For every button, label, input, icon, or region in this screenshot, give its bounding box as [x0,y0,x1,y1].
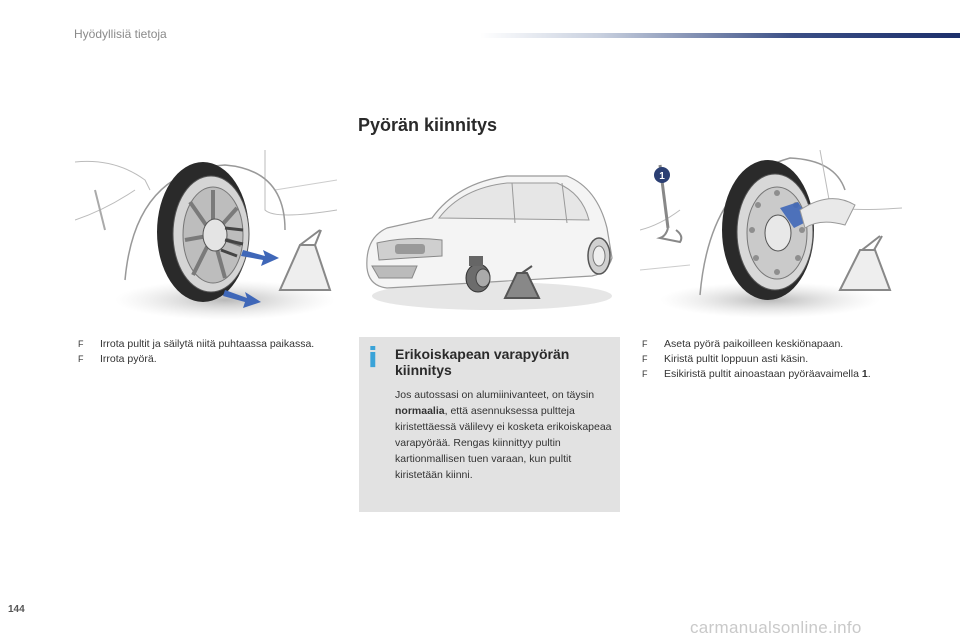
info-icon: i [368,341,378,374]
removal-steps-list [78,337,318,367]
mounting-steps-list [642,337,942,382]
car-on-jack-illustration [357,148,619,318]
step-text [664,368,871,380]
bullet-icon: F [642,339,648,349]
list-item [642,352,942,367]
bullet-icon: F [78,339,84,349]
info-box-title: Erikoiskapean varapyörän kiinnitys [395,346,570,378]
bullet-icon: F [642,354,648,364]
list-item [642,337,942,352]
bullet-icon: F [642,369,648,379]
info-body-text: Jos autossasi on alumiinivanteet, on täysin [395,389,595,401]
page-number: 144 [8,604,25,615]
list-item [78,352,318,367]
step-text: Irrota pultit ja säilytä niitä puhtaassa paikassa. [100,338,315,350]
info-body-text: , että asennuksessa pultteja kiristettäessä välilevy ei kosketa erikoiskapeaa varapyörää. Rengas kiinnittyy pultin kartionmallisen tuen varaan, kun pultit kiristetään kiinni. [395,405,612,481]
wheel-removal-illustration [75,150,337,320]
step-text: Kiristä pultit loppuun asti käsin. [664,353,809,365]
header-bar [480,33,960,38]
step-text: Aseta pyörä paikoilleen keskiönapaan. [664,338,844,350]
step-text-part: . [867,368,871,380]
step-text-part: Esikiristä pultit ainoastaan pyöräavaimella [664,368,862,380]
wheel-mounting-illustration [640,150,902,320]
watermark: carmanualsonline.info [690,618,862,637]
section-title: Pyörän kiinnitys [358,115,498,135]
bullet-icon: F [78,354,84,364]
info-box [359,337,620,512]
list-item [642,367,942,382]
step-text: Irrota pyörä. [100,353,157,365]
info-box-body [395,387,617,483]
step-text-emphasis: 1 [861,368,868,380]
list-item [78,337,318,352]
callout-1-marker [654,167,670,183]
svg-text:1: 1 [659,171,665,182]
info-body-emphasis: normaalia [395,405,445,417]
running-header: Hyödyllisiä tietoja [74,27,167,41]
